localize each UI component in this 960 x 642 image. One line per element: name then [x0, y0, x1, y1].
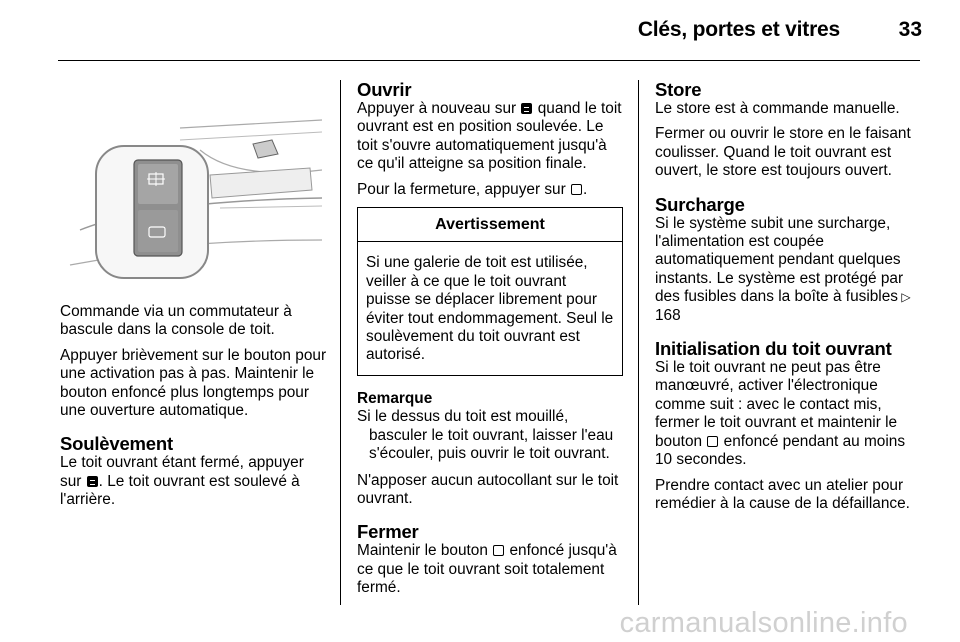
column-2 — [357, 80, 623, 605]
remark-block — [357, 390, 623, 464]
tilt-button-icon — [87, 476, 98, 487]
paragraph-store-2: Fermer ou ouvrir le store en le faisant coulisser. Quand le toit ouvrant est ouvert, le store est toujours ouvert. — [655, 125, 911, 180]
page-header-title: Clés, portes et vitres — [637, 18, 840, 41]
close-button-icon — [707, 436, 718, 447]
paragraph-soulevement: Le toit ouvrant étant fermé, appuyer sur . Le toit ouvrant est soulevé à l'arrière. — [60, 454, 304, 509]
remark-text: Si le dessus du toit est mouillé, basculer le toit ouvrant, laisser l'eau s'écouler, puis ouvrir le toit ouvrant. — [357, 408, 614, 463]
column-1 — [60, 303, 328, 517]
page-reference[interactable]: 168 — [655, 306, 681, 324]
roof-switch-illustration — [60, 80, 322, 288]
header-rule — [58, 60, 920, 61]
heading-ouvrir: Ouvrir — [357, 79, 412, 100]
paragraph-commande: Commande via un commutateur à bascule dans la console de toit. — [60, 303, 292, 339]
paragraph-autocollant: N'apposer aucun autocollant sur le toit ouvrant. — [357, 471, 619, 507]
warning-text: Si une galerie de toit est utilisée, veiller à ce que le toit ouvrant puisse se déplacer librement pour éviter tout endommagement. Seul le soulèvement du toit ouvrant est autorisé. — [366, 254, 614, 364]
paragraph-initialisation: Si le toit ouvrant ne peut pas être manœuvré, activer l'électronique comme suit : avec le contact mis, fermer le toit ouvrant et maintenir le bouton enfoncé pendant au moins 10 secondes. — [655, 359, 906, 469]
warning-title: Avertissement — [358, 208, 622, 242]
watermark: carmanualsonline.info — [619, 607, 908, 639]
heading-initialisation: Initialisation du toit ouvrant — [655, 338, 892, 360]
remark-title: Remarque — [357, 389, 433, 407]
paragraph-appuyer: Appuyer brièvement sur le bouton pour une activation pas à pas. Maintenir le bouton enfoncé plus longtemps pour une ouverture automatique. — [60, 346, 327, 420]
page-number: 33 — [898, 18, 922, 41]
paragraph-fermeture: Pour la fermeture, appuyer sur . — [357, 180, 588, 198]
close-button-icon — [571, 184, 582, 195]
heading-store: Store — [655, 79, 702, 100]
paragraph-atelier: Prendre contact avec un atelier pour remédier à la cause de la défaillance. — [655, 476, 910, 512]
paragraph-ouvrir: Appuyer à nouveau sur quand le toit ouvrant est en position soulevée. Le toit s'ouvre automatiquement jusqu'à ce qu'il atteigne sa position finale. — [357, 100, 622, 173]
heading-surcharge: Surcharge — [655, 193, 745, 215]
heading-soulevement: Soulèvement — [60, 433, 173, 455]
paragraph-surcharge: Si le système subit une surcharge, l'alimentation est coupée automatiquement pendant quelques instants. Le système est protégé par des fusibles dans la boîte à fusibles ▷ 168 — [655, 214, 911, 324]
close-button-icon — [493, 545, 504, 556]
paragraph-fermer: Maintenir le bouton enfoncé jusqu'à ce que le toit ouvrant soit totalement fermé. — [357, 542, 617, 597]
heading-fermer: Fermer — [357, 521, 419, 543]
warning-box — [357, 207, 623, 376]
column-3 — [655, 80, 923, 520]
column-divider-1 — [340, 80, 341, 605]
tilt-button-icon — [521, 103, 532, 114]
page-reference-icon: ▷ — [897, 290, 911, 305]
column-divider-2 — [638, 80, 639, 605]
paragraph-store-1: Le store est à commande manuelle. — [655, 100, 900, 117]
